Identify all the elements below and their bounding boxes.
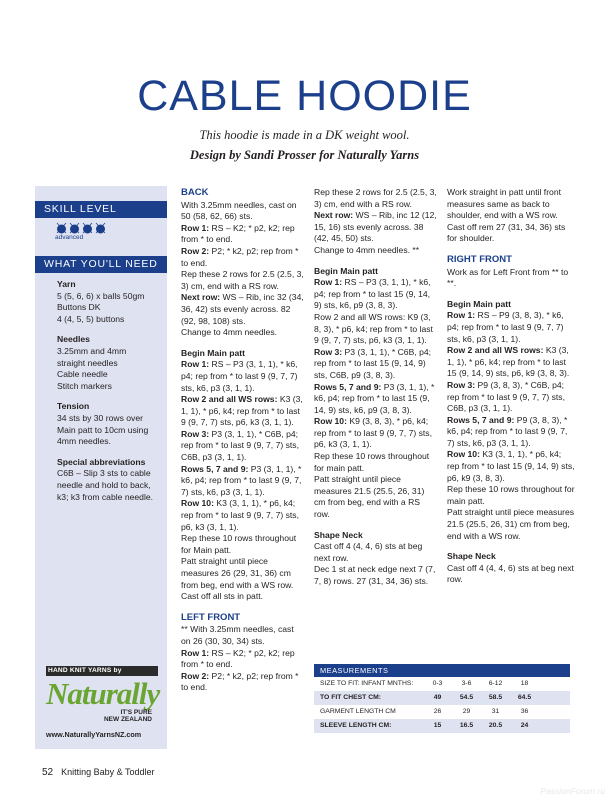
instruction (314, 347, 438, 382)
designer-credit: Design by Sandi Prosser for Naturally Yarns (189, 148, 420, 162)
instruction (447, 415, 575, 450)
row-text: WS – Rib, inc 12 (12, 15, 16) sts evenly across. 38 (42, 45, 50) sts. (314, 210, 437, 244)
tension-line: Main patt to 10cm using (57, 424, 149, 435)
row-text: P9 (3, 8, 3), * C6B, p4; rep from * to last 9 (9, 7, 7) sts, C6B, p3 (3, 1, 1). (447, 379, 565, 414)
instruction: Work as for Left Front from ** to **. (447, 266, 569, 289)
cell: 16.5 (459, 722, 474, 729)
row-label: Row 3: (181, 428, 210, 439)
pattern-column-1 (181, 187, 305, 694)
instruction: ** With 3.25mm needles, cast on 26 (30, 30, 34) sts. (181, 624, 294, 646)
instruction: Cast off rem 27 (31, 34, 36) sts for shoulder. (447, 221, 566, 244)
row-text: P3 (3, 1, 1), * k6, p4; rep from * to last 9 (9, 7, 7) sts, k6, p3 (3, 1, 1). (181, 463, 302, 497)
cell: 31 (491, 708, 500, 715)
tension-line: 4mm needles. (57, 436, 111, 447)
logo-wordmark: Naturally (46, 676, 160, 711)
instruction (314, 277, 438, 312)
measurements-heading: MEASUREMENTS (314, 664, 570, 677)
cell: 26 (433, 708, 442, 715)
row-text: WS – Rib, inc 32 (34, 36, 42) sts evenly across. 82 (92, 98, 108) sts. (181, 292, 304, 326)
instruction: Cast off all sts in patt. (181, 591, 263, 602)
instruction: With 3.25mm needles, cast on 50 (58, 62, 66) sts. (181, 199, 297, 222)
yarn-ball-icon (94, 222, 107, 234)
instruction (314, 210, 438, 245)
row-label: Row 2: (181, 670, 210, 681)
yarn-ball-icon (68, 222, 81, 234)
yarn-ball-icon (55, 222, 68, 234)
cell: 3-6 (461, 680, 472, 687)
instruction (447, 449, 575, 484)
row-text: K3 (3, 1, 1), * p6, k4; rep from * to last 9 (9, 7, 7) sts, p6, k3 (3, 1, 1). (181, 394, 303, 428)
table-row (314, 705, 570, 719)
instruction (181, 671, 305, 694)
cell: 64.5 (517, 694, 532, 701)
needles-heading: Needles (57, 334, 90, 345)
instruction: Rep these 10 rows throughout for main patt. (447, 484, 575, 506)
row-label: Next row: (314, 210, 354, 221)
cell: 58.5 (488, 694, 503, 701)
pattern-column-3 (447, 187, 575, 586)
row-text: K3 (3, 1, 1), * p6, k4; rep from * to last 15 (9, 14, 9) sts, p6, k9 (3, 8, 3). (447, 449, 575, 483)
needles-line: 3.25mm and 4mm (57, 345, 127, 356)
instruction: Cast off 4 (4, 4, 6) sts at beg next row. (447, 562, 574, 585)
sidebar (35, 186, 167, 749)
row-label: Row 1: (314, 277, 343, 288)
row-text: K3 (3, 1, 1), * p6, k4; rep from * to last 9 (9, 7, 7) sts, p6, k3 (3, 1, 1). (181, 498, 299, 532)
main-patt-heading: Begin Main patt (447, 298, 511, 309)
instruction (314, 416, 438, 451)
row-label: SIZE TO FIT: INFANT MNTHS: (320, 680, 414, 687)
page-title: CABLE HOODIE (137, 72, 472, 120)
row-label: Row 1: (181, 222, 210, 233)
instruction (181, 246, 305, 269)
skill-level-indicator (55, 222, 107, 241)
cell: 15 (433, 722, 442, 729)
row-label: TO FIT CHEST CM: (320, 694, 382, 701)
yarn-heading: Yarn (57, 279, 76, 289)
instruction: Rep these 2 rows for 2.5 (2.5, 3, 3) cm, end with a RS row. (314, 187, 437, 209)
back-heading: BACK (181, 187, 209, 198)
yarn-line: 4 (4, 5, 5) buttons (57, 313, 125, 324)
needles-line: Cable needle (57, 369, 108, 380)
row-text: RS – P3 (3, 1, 1), * k6, p4; rep from * to last 9 (9, 7, 7) sts, k6, p3 (3, 1, 1). (181, 359, 298, 393)
cell: 49 (433, 694, 442, 701)
abbreviations-line: needle and hold to back, (57, 479, 151, 490)
cell: 6-12 (488, 680, 503, 687)
cell: 29 (462, 708, 471, 715)
measurements-table (314, 664, 570, 733)
row-label: Row 10: (447, 449, 480, 460)
row-text: P2; * k2, p2; rep from * to end. (181, 670, 299, 693)
cell: 18 (520, 680, 529, 687)
instruction (314, 382, 438, 417)
shape-neck-heading: Shape Neck (314, 529, 363, 540)
cell: 54.5 (459, 694, 474, 701)
main-patt-heading: Begin Main patt (181, 347, 245, 358)
logo-sub-1: IT'S PURE (120, 709, 152, 716)
abbreviations-heading: Special abbreviations (57, 456, 146, 467)
row-label: Row 1: (181, 647, 210, 658)
row-text: P9 (3, 8, 3), * k6, p4; rep from * to last 9 (9, 7, 7) sts, k6, p3 (3, 1, 1). (447, 414, 568, 448)
page-footer (42, 767, 155, 778)
instruction (447, 380, 575, 415)
logo-sub-2: NEW ZEALAND (103, 716, 152, 723)
main-patt-heading: Begin Main patt (314, 265, 378, 276)
instruction (181, 223, 305, 246)
instruction (181, 498, 305, 533)
page-number: 52 (42, 767, 54, 778)
shape-neck-heading: Shape Neck (447, 551, 496, 562)
table-row (314, 719, 570, 733)
cell: 0-3 (432, 680, 443, 687)
row-text: RS – P9 (3, 8, 3), * k6, p4; rep from * to last 9 (9, 7, 7) sts, k6, p3 (3, 1, 1). (447, 310, 564, 344)
instruction (181, 359, 305, 394)
instruction (447, 310, 575, 345)
tension-heading: Tension (57, 401, 90, 412)
row-label: Row 10: (314, 416, 347, 427)
cell: 36 (520, 708, 529, 715)
instruction (181, 429, 305, 464)
cell: 20.5 (488, 722, 503, 729)
row-text: P3 (3, 1, 1), * C6B, p4; rep from * to last 15 (9, 14, 9) sts, C6B, p9 (3, 8, 3). (314, 346, 432, 380)
row-label: Row 1: (447, 310, 476, 321)
pattern-column-2 (314, 187, 438, 588)
cell: 24 (520, 722, 529, 729)
row-label: Row 2: (181, 245, 210, 256)
what-you-need-heading: WHAT YOU'LL NEED (35, 256, 167, 273)
instruction: Patt straight until piece measures 26 (29, 31, 36) cm from beg, end with a WS row. (181, 556, 294, 590)
row-text: P3 (3, 1, 1), * k6, p4; rep from * to last 15 (9, 14, 9) sts, k6, p9 (3, 8, 3). (314, 381, 435, 415)
row-label: Row 2 and all WS rows: (181, 394, 278, 405)
yarn-ball-icon (81, 222, 94, 234)
naturally-yarns-logo (46, 666, 158, 746)
logo-url: www.NaturallyYarnsNZ.com (46, 730, 142, 739)
table-row (314, 677, 570, 691)
magazine-name: Knitting Baby & Toddler (61, 767, 155, 777)
tension-line: 34 sts by 30 rows over (57, 412, 143, 423)
table-row (314, 691, 570, 705)
abbreviations-line: k3; k3 from cable needle. (57, 491, 154, 502)
row-text: P2; * k2, p2; rep from * to end. (181, 245, 299, 268)
row-text: K3 (3, 1, 1), * p6, k4; rep from * to last 15 (9, 14, 9) sts, p6, k9 (3, 8, 3). (447, 345, 570, 379)
instruction: Rep these 10 rows throughout for Main patt. (181, 533, 297, 555)
row-text: RS – P3 (3, 1, 1), * k6, p4; rep from * to last 15 (9, 14, 9) sts, k6, p9 (3, 8, 3). (314, 277, 431, 311)
left-front-heading: LEFT FRONT (181, 611, 241, 623)
row-label: SLEEVE LENGTH CM: (320, 722, 392, 729)
right-front-heading: RIGHT FRONT (447, 253, 512, 265)
instruction (447, 345, 575, 380)
row-text: RS – K2; * p2, k2; rep from * to end. (181, 647, 295, 670)
instruction: Work straight in patt until front measures same as back to shoulder, end with a WS row. (447, 187, 561, 221)
row-text: K9 (3, 8, 3), * p6, k4; rep from * to last 9 (9, 7, 7) sts, p6, k3 (3, 1, 1). (314, 416, 432, 450)
yarn-line: Buttons DK (57, 302, 101, 313)
row-label: Rows 5, 7 and 9: (181, 463, 249, 474)
instruction (181, 648, 305, 671)
instruction: Rep these 2 rows for 2.5 (2.5, 3, 3) cm, end with a RS row. (181, 269, 304, 291)
instruction: Dec 1 st at neck edge next 7 (7, 7, 8) rows. 27 (31, 34, 36) sts. (314, 564, 436, 586)
needles-line: straight needles (57, 357, 118, 368)
materials-list (57, 279, 163, 503)
skill-level-text: advanced (55, 234, 84, 241)
instruction: Patt straight until piece measures 21.5 (25.5, 26, 31) cm from beg, end with a WS row. (447, 507, 575, 541)
instruction: Row 2 and all WS rows: K9 (3, 8, 3), * p6, k4; rep from * to last 9 (9, 7, 7) sts, p6, k3 (3, 1, 1). (314, 311, 433, 346)
skill-level-heading: SKILL LEVEL (35, 201, 167, 218)
row-label: Next row: (181, 292, 221, 303)
instruction: Cast off 4 (4, 4, 6) sts at beg next row. (314, 541, 423, 563)
row-text: P3 (3, 1, 1), * C6B, p4; rep from * to last 9 (9, 7, 7) sts, C6B, p3 (3, 1, 1). (181, 428, 299, 463)
logo-tagline: HAND KNIT YARNS by (46, 666, 158, 676)
abbreviations-line: C6B – Slip 3 sts to cable (57, 468, 151, 479)
row-label: Row 10: (181, 498, 214, 509)
row-label: Rows 5, 7 and 9: (314, 381, 382, 392)
row-label: Rows 5, 7 and 9: (447, 414, 515, 425)
row-label: GARMENT LENGTH CM (320, 708, 396, 715)
instruction: Patt straight until piece measures 21.5 (25.5, 26, 31) cm from beg, end with a RS row. (314, 474, 425, 520)
watermark: PassionForum.ru (540, 786, 605, 796)
needles-line: Stitch markers (57, 380, 112, 391)
row-label: Row 3: (314, 346, 343, 357)
row-label: Row 2 and all WS rows: (447, 345, 544, 356)
instruction (181, 394, 305, 429)
instruction: Rep these 10 rows throughout for main patt. (314, 451, 430, 473)
row-label: Row 1: (181, 359, 210, 370)
subtitle: This hoodie is made in a DK weight wool. (199, 128, 410, 142)
yarn-line: 5 (5, 6, 6) x balls 50gm (57, 290, 145, 301)
row-label: Row 3: (447, 379, 476, 390)
instruction (181, 292, 305, 327)
instruction (181, 464, 305, 499)
row-text: RS – K2; * p2, k2; rep from * to end. (181, 222, 295, 245)
instruction: Change to 4mm needles. ** (314, 244, 420, 255)
instruction: Change to 4mm needles. (181, 327, 278, 338)
